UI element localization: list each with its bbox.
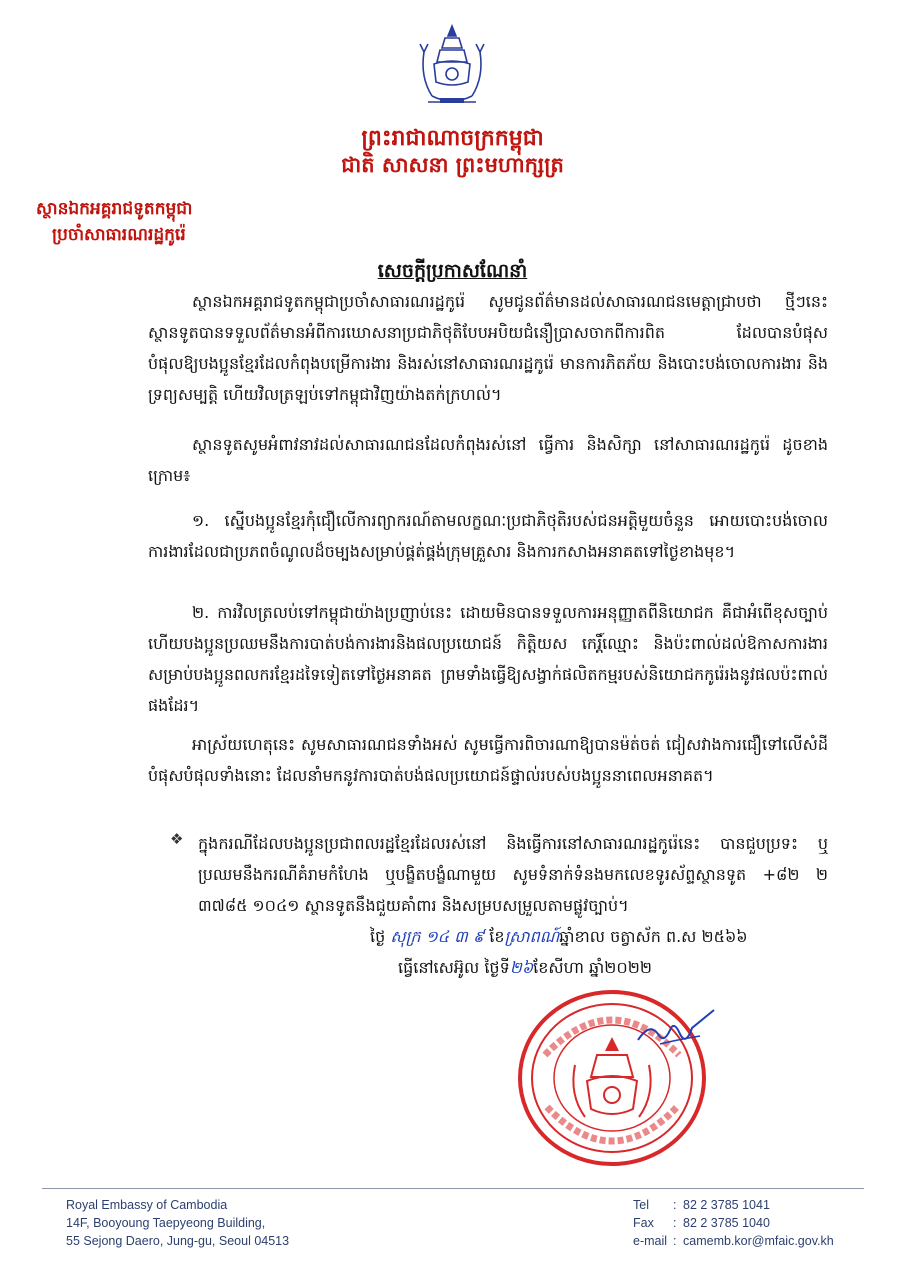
paragraph-conclusion: អាស្រ័យហេតុនេះ សូមសាធារណជនទាំងអស់ សូមធ្វើការពិចារណាឱ្យបានម៉ត់ចត់ ជៀសវាងការជឿទៅលើសំដីបំផុសបំផុលទាំងនោះ ដែលនាំមកនូវការបាត់បង់ផលប្រយោជន៍ផ្ទាល់របស់បងប្អូននាពេលអនាគត។ bbox=[148, 735, 828, 785]
paragraph-point-1: ១. ស្នើបងប្អូនខ្មែរកុំជឿលើការព្យាករណ៍តាមលក្ខណៈប្រជាភិថុតិរបស់ជនអត្តិមួយចំនួន អោយបោះបង់ចោលការងារដែលជាប្រភពចំណូលដ៏ចម្បងសម្រាប់ផ្គត់ផ្គង់ក្រុមគ្រួសារ និងការកសាងអនាគតទៅថ្ងៃខាងមុខ។ bbox=[148, 511, 828, 561]
footer-email[interactable]: e-mail : camemb.kor@mfaic.gov.kh bbox=[633, 1234, 834, 1248]
solar-date: ធ្វើនៅសេអ៊ូល ថ្ងៃទី២៦ខែសីហា ឆ្នាំ២០២២ bbox=[398, 958, 652, 977]
embassy-name: ស្ថានឯកអគ្គរាជទូតកម្ពុជា bbox=[36, 199, 193, 219]
handwritten-day: សុក្រ ១៤ ៣ ៩ bbox=[390, 927, 485, 946]
signature-icon bbox=[630, 1000, 720, 1060]
footer-address-line2: 55 Sejong Daero, Jung-gu, Seoul 04513 bbox=[66, 1234, 290, 1248]
handwritten-month: ស្រាពណ៍ bbox=[504, 927, 560, 946]
kingdom-title: ព្រះរាជាណាចក្រកម្ពុជា bbox=[361, 125, 544, 151]
paragraph-intro: ស្ថានឯកអគ្គរាជទូតកម្ពុជាប្រចាំសាធារណរដ្ឋកូរ៉េ សូមជូនព័ត៌មានដល់សាធារណជនមេត្តាជ្រាបថា ថ្មីៗនេះ ស្ថានទូតបានទទួលព័ត៌មានអំពីការឃោសនាប្រជាភិថុតិបែបអបិយជំនឿប្រាសចាកពីការពិត ដែលបានបំផុសបំផុលឱ្យបងប្អូនខ្មែរដែលកំពុងបម្រើការងារ និងរស់នៅសាធារណរដ្ឋកូរ៉េ មានការភិតភ័យ និងបោះបង់ចោលការងារ និងទ្រព្យសម្បត្តិ ហើយវិលត្រឡប់ទៅកម្ពុជាវិញយ៉ាងតក់ក្រហល់។ bbox=[148, 292, 828, 404]
footer-embassy-name: Royal Embassy of Cambodia bbox=[66, 1198, 228, 1212]
handwritten-date: ២៦ bbox=[509, 958, 534, 977]
document-title: សេចក្តីប្រកាសណែនាំ bbox=[377, 260, 528, 282]
footer-tel: Tel : 82 2 3785 1041 bbox=[633, 1198, 770, 1212]
footer-address-line1: 14F, Booyoung Taepyeong Building, bbox=[66, 1216, 266, 1230]
contact-note: ក្នុងករណីដែលបងប្អូនប្រជាពលរដ្ឋខ្មែរដែលរស់នៅ និងធ្វើការនៅសាធារណរដ្ឋកូរ៉េនេះ បានជួបប្រទះ ឬប្រឈមនឹងករណីគំរាមកំហែង ឬបង្ខិតបង្ខំណាមួយ សូមទំនាក់ទំនងមកលេខទូរស័ព្ទស្ថានទូត +៨២ ២ ៣៧៨៥ ១០៤១ ស្ថានទូតនឹងជួយគាំពារ និងសម្របសម្រួលតាមផ្លូវច្បាប់។ bbox=[198, 834, 828, 915]
footer-fax: Fax : 82 2 3785 1040 bbox=[633, 1216, 770, 1230]
lunar-date: ថ្ងៃ សុក្រ ១៤ ៣ ៩ ខែស្រាពណ៍ឆ្នាំខាល ចត្វាស័ក ព.ស ២៥៦៦ bbox=[370, 927, 748, 946]
kingdom-motto: ជាតិ សាសនា ព្រះមហាក្សត្រ bbox=[341, 152, 564, 177]
embassy-location: ប្រចាំសាធារណរដ្ឋកូរ៉េ bbox=[52, 225, 186, 245]
footer-contact bbox=[633, 1196, 834, 1250]
footer-address bbox=[66, 1196, 289, 1250]
footer-divider bbox=[42, 1188, 864, 1189]
royal-crest-icon bbox=[412, 22, 492, 114]
paragraph-appeal: ស្ថានទូតសូមអំពាវនាវដល់សាធារណជនដែលកំពុងរស់នៅ ធ្វើការ និងសិក្សា នៅសាធារណរដ្ឋកូរ៉េ ដូចខាងក្រោម៖ bbox=[148, 435, 828, 485]
paragraph-point-2: ២. ការវិលត្រលប់ទៅកម្ពុជាយ៉ាងប្រញាប់នេះ ដោយមិនបានទទួលការអនុញ្ញាតពីនិយោជក គឺជាអំពើខុសច្បាប់ ហើយបងប្អូនប្រឈមនឹងការបាត់បង់ការងារនិងផលប្រយោជន៍ កិត្តិយស កេរ្តិ៍ឈ្មោះ និងប៉ះពាល់ដល់ឱកាសការងារសម្រាប់បងប្អូនពលករខ្មែរដទៃទៀតទៅថ្ងៃអនាគត ព្រមទាំងធ្វើឱ្យសង្វាក់ផលិតកម្មរបស់និយោជកកូរ៉េរងនូវផលប៉ះពាល់ផងដែរ។ bbox=[148, 603, 828, 715]
bullet-icon: ❖ bbox=[170, 830, 184, 848]
